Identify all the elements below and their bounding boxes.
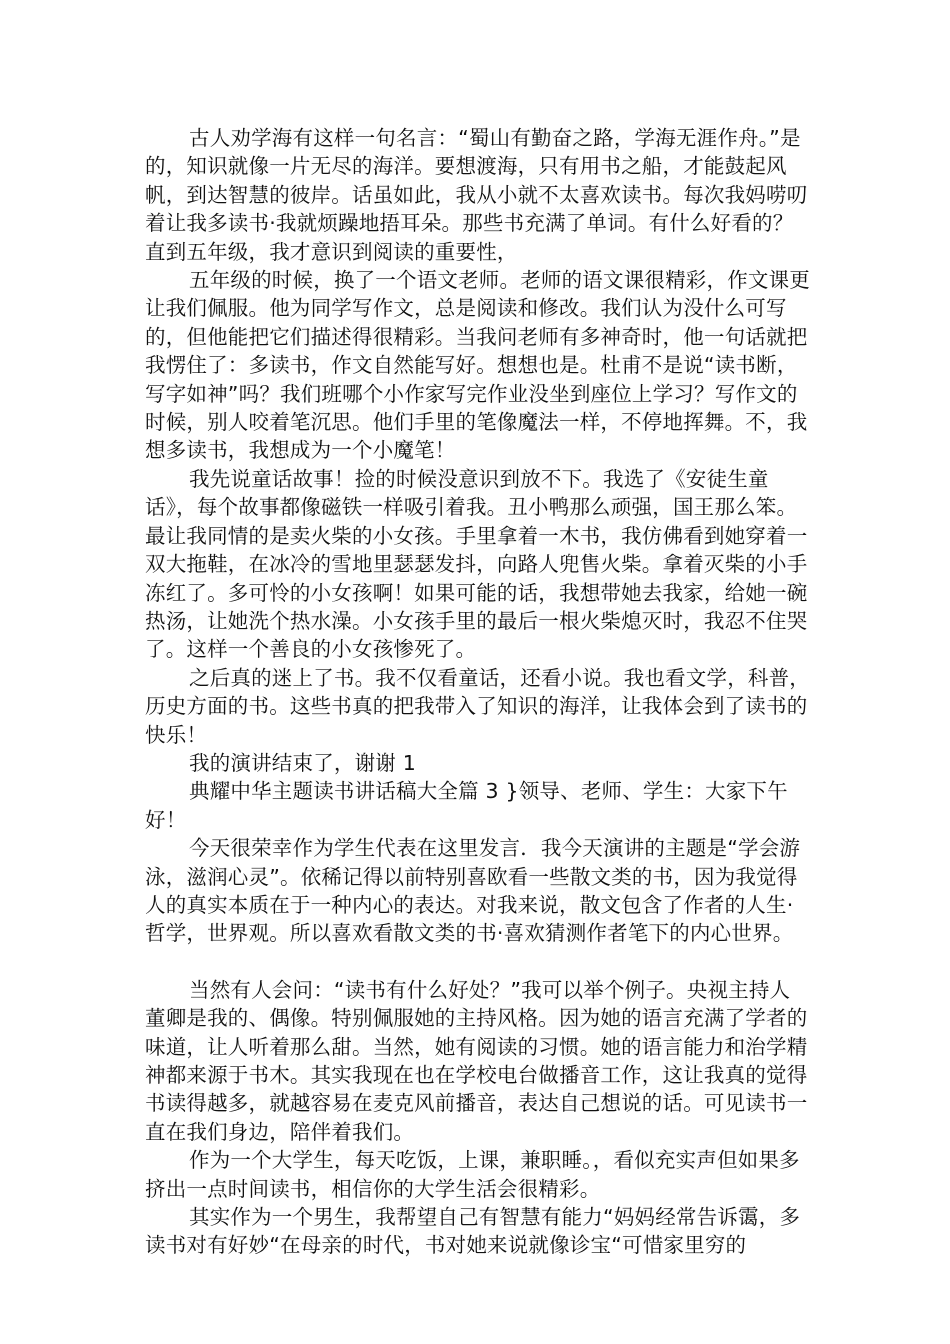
document-body	[145, 124, 810, 1260]
paragraph-section-heading: 典耀中华主题读书讲话稿大全篇 3 }领导、老师、学生：大家下午好！	[145, 779, 788, 832]
paragraph-college-student: 作为一个大学生，每天吃饭，上课，兼职睡。，看似充实声但如果多挤出一点时间读书，相信你的大学生活会很精彩。	[145, 1148, 800, 1201]
paragraph-student-representative: 今天很荣幸作为学生代表在这里发言．我今天演讲的主题是“学会游泳，滋润心灵”。依稀记得以前特别喜欧看一些散文类的书，因为我觉得人的真实本质在于一种内心的表达。对我来说，散文包含了作者的人生·哲学，世界观。所以喜欢看散文类的书·喜欢猜测作者笔下的内心世界。	[145, 836, 801, 946]
paragraph-obsessed-with-books: 之后真的迷上了书。我不仅看童话，还看小说。我也看文学，科普，历史方面的书。这些书真的把我带入了知识的海洋，让我体会到了读书的快乐！	[145, 665, 810, 747]
paragraph-benefits-of-reading: 当然有人会问：“读书有什么好处？”我可以举个例子。央视主持人董卿是我的、偶像。特别佩服她的主持风格。因为她的语言充满了学者的味道，让人听着那么甜。当然，她有阅读的习惯。她的语言能力和治学精神都来源于书木。其实我现在也在学校电台做播音工作，这让我真的觉得书读得越多，就越容易在麦克风前播音，表达自己想说的话。可见读书一直在我们身边，陪伴着我们。	[145, 977, 808, 1144]
paragraph-fairy-tales: 我先说童话故事！捡的时候没意识到放不下。我选了《安徒生童话》，每个故事都像磁铁一样吸引着我。丑小鸭那么顽强，国王那么笨。最让我同情的是卖火柴的小女孩。手里拿着一木书，我仿佛看到她穿着一双大拖鞋，在冰冷的雪地里瑟瑟发抖，向路人兜售火柴。拿着灭柴的小手冻红了。多可怜的小女孩啊！如果可能的话，我想带她去我家，给她一碗热汤，让她洗个热水澡。小女孩手里的最后一根火柴熄灭时，我忍不住哭了。这样一个善良的小女孩惨死了。	[145, 466, 808, 662]
paragraph-fifth-grade: 五年级的时候，换了一个语文老师。老师的语文课很精彩，作文课更让我们佩服。他为同学写作文，总是阅读和修改。我们认为没什么可写的，但他能把它们描述得很精彩。当我问老师有多神奇时，他一句话就把我愣住了：多读书，作文自然能写好。想想也是。杜甫不是说“读书断，写字如神”吗？我们班哪个小作家写完作业没坐到座位上学习？写作文的时候，别人咬着笔沉思。他们手里的笔像魔法一样，不停地挥舞。不，我想多读书，我想成为一个小魔笔！	[145, 268, 810, 463]
paragraph-speech-end: 我的演讲结束了，谢谢 1	[189, 750, 416, 775]
paragraph-intro: 古人劝学海有这样一句名言：“蜀山有勤奋之路，学海无涯作舟。”是的，知识就像一片无尽的海洋。要想渡海，只有用书之船，才能鼓起风帆，到达智慧的彼岸。话虽如此，我从小就不太喜欢读书。每次我妈唠叨着让我多读书·我就烦躁地捂耳朵。那些书充满了单词。有什么好看的？直到五年级，我才意识到阅读的重要性，	[145, 126, 808, 264]
paragraph-as-a-boy: 其实作为一个男生，我帮望自己有智慧有能力“妈妈经常告诉霭，多读书对有好妙“在母亲的时代，书对她来说就像诊宝“可惜家里穷的	[145, 1205, 801, 1258]
